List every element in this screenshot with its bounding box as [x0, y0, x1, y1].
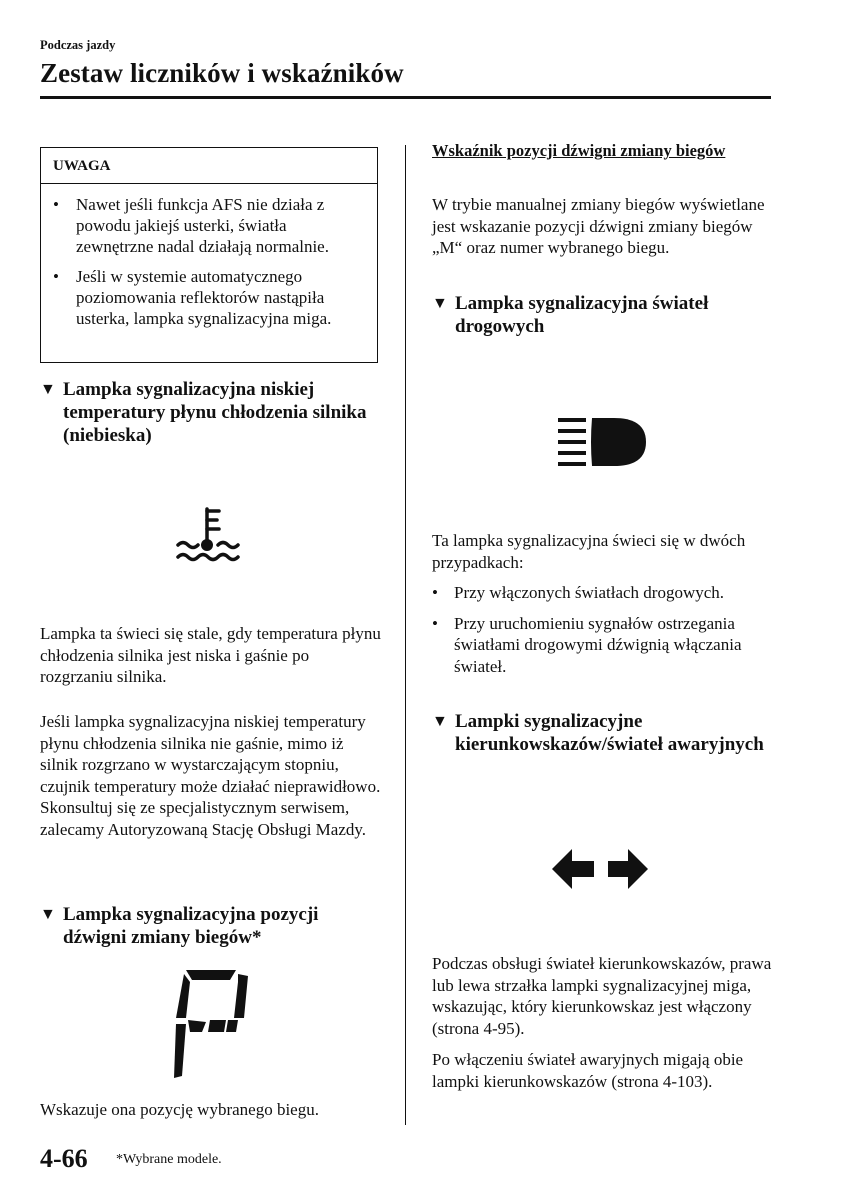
triangle-bullet-icon: ▼	[432, 713, 448, 730]
page-title: Zestaw liczników i wskaźników	[40, 58, 404, 88]
coolant-temperature-icon	[172, 505, 244, 567]
list-item: • Przy uruchomieniu sygnałów ostrzegania światłami drogowymi dźwignią włączania świateł.	[432, 613, 772, 678]
shift-paragraph: Wskazuje ona pozycję wybranego biegu.	[40, 1100, 319, 1119]
turn-signal-heading: ▼ Lampki sygnalizacyjne kierunkowskazów/świateł awaryjnych	[432, 711, 764, 755]
high-beam-list	[432, 582, 772, 686]
high-beam-icon	[556, 412, 648, 470]
coolant-paragraph-2: Jeśli lampka sygnalizacyjna niskiej temperatury płynu chłodzenia silnika nie gaśnie, mimo iż silnik rozgrzano w wystarczającym stopniu, czujnik temperatury może działać nieprawidłowo. Skonsultuj się ze specjalistycznym serwisem, zalecamy Autoryzowaną Stację Obsługi Mazdy.	[40, 712, 381, 839]
note-item: • Nawet jeśli funkcja AFS nie działa z powodu jakiejś usterki, światła zewnętrzne nadal działają normalnie.	[76, 194, 367, 257]
gear-position-p-icon	[166, 966, 254, 1084]
note-item: • Jeśli w systemie automatycznego poziomowania reflektorów nastąpiła usterka, lampka sygnalizacyjna miga.	[76, 266, 367, 329]
page-number: 4-66	[40, 1144, 88, 1173]
shift-heading: ▼ Lampka sygnalizacyjna pozycji dźwigni zmiany biegów*	[40, 904, 319, 948]
section-label: Podczas jazdy	[40, 38, 116, 52]
triangle-bullet-icon: ▼	[40, 381, 56, 398]
note-title: UWAGA	[41, 148, 377, 184]
high-beam-paragraph: Ta lampka sygnalizacyjna świeci się w dwóch przypadkach:	[432, 531, 746, 572]
note-list	[41, 184, 377, 329]
footnote: *Wybrane modele.	[116, 1152, 222, 1167]
list-item: • Przy włączonych światłach drogowych.	[432, 582, 772, 604]
gear-indicator-subheading: Wskaźnik pozycji dźwigni zmiany biegów	[432, 141, 726, 160]
turn-signal-paragraph-1: Podczas obsługi świateł kierunkowskazów, prawa lub lewa strzałka lampki sygnalizacyjnej miga, wskazując, który kierunkowskaz jest włączony (strona 4-95).	[432, 954, 772, 1038]
note-box	[40, 147, 378, 363]
gear-indicator-paragraph: W trybie manualnej zmiany biegów wyświetlane jest wskazanie pozycji dźwigni zmiany biegów „M“ oraz numer wybranego biegu.	[432, 195, 765, 257]
triangle-bullet-icon: ▼	[40, 906, 56, 923]
coolant-paragraph-1: Lampka ta świeci się stale, gdy temperatura płynu chłodzenia silnika jest niska i gaśnie po rozgrzaniu silnika.	[40, 624, 381, 686]
turn-signal-arrows-icon	[552, 848, 650, 890]
turn-signal-paragraph-2: Po włączeniu świateł awaryjnych migają obie lampki kierunkowskazów (strona 4-103).	[432, 1050, 744, 1091]
coolant-heading: ▼ Lampka sygnalizacyjna niskiej temperatury płynu chłodzenia silnika (niebieska)	[40, 379, 367, 446]
high-beam-heading: ▼ Lampka sygnalizacyjna świateł drogowych	[432, 293, 709, 337]
triangle-bullet-icon: ▼	[432, 295, 448, 312]
title-rule	[40, 96, 771, 99]
column-divider	[405, 145, 406, 1125]
